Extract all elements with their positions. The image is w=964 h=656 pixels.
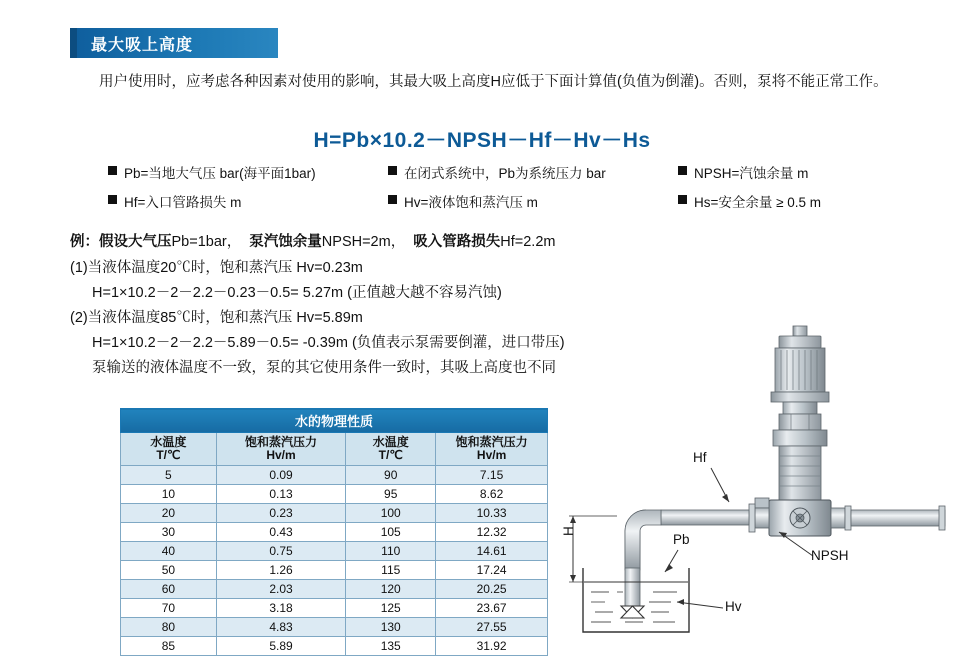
example-case1-calc: H=1×10.2－2－2.2－0.23－0.5= 5.27m (正值越大越不容易汽蚀) <box>92 285 502 301</box>
cell-temp-left: 80 <box>121 618 217 637</box>
legend-item-label: Hv=液体饱和蒸汽压 m <box>404 195 538 210</box>
cell-temp-right: 125 <box>346 599 436 618</box>
cell-temp-left: 30 <box>121 523 217 542</box>
table-header-cell <box>346 433 436 466</box>
cell-hv-left: 3.18 <box>216 599 345 618</box>
legend-item-npsh <box>678 162 898 182</box>
cell-temp-left: 10 <box>121 485 217 504</box>
cell-hv-left: 0.09 <box>216 466 345 485</box>
cell-hv-left: 2.03 <box>216 580 345 599</box>
cell-hv-right: 12.32 <box>436 523 548 542</box>
header-line-1: 饱和蒸汽压力 <box>245 435 318 449</box>
example-case1-title: (1)当液体温度20℃时，饱和蒸汽压 Hv=0.23m <box>70 260 363 276</box>
cell-hv-right: 17.24 <box>436 561 548 580</box>
table-row <box>121 542 548 561</box>
cell-temp-right: 110 <box>346 542 436 561</box>
table-header-cell <box>216 433 345 466</box>
table-row <box>121 618 548 637</box>
cell-hv-right: 27.55 <box>436 618 548 637</box>
header-line-2: T/℃ <box>156 448 181 462</box>
cell-hv-left: 0.13 <box>216 485 345 504</box>
example-case2-title: (2)当液体温度85℃时，饱和蒸汽压 Hv=5.89m <box>70 310 363 326</box>
cell-temp-left: 50 <box>121 561 217 580</box>
header-line-1: 水温度 <box>372 435 409 449</box>
water-properties-table <box>120 408 548 656</box>
label-hv: Hv <box>725 599 742 614</box>
table-row <box>121 561 548 580</box>
page-title: 最大吸上高度 <box>91 36 194 54</box>
label-hf: Hf <box>693 450 707 465</box>
table-row <box>121 580 548 599</box>
dimension-h <box>569 516 617 582</box>
cell-hv-left: 0.43 <box>216 523 345 542</box>
table-header-cell <box>121 433 217 466</box>
cell-hv-left: 0.23 <box>216 504 345 523</box>
table-caption-row <box>121 409 548 433</box>
cell-temp-left: 60 <box>121 580 217 599</box>
legend-item-hf <box>108 191 388 211</box>
cell-temp-right: 100 <box>346 504 436 523</box>
header-line-1: 水温度 <box>150 435 187 449</box>
legend-item-closed-system <box>388 162 678 182</box>
legend-block <box>108 162 898 220</box>
table-row <box>121 504 548 523</box>
legend-row <box>108 191 898 211</box>
suction-lift-diagram <box>561 320 964 638</box>
formula-heading: H=Pb×10.2－NPSH－Hf－Hv－Hs <box>313 129 651 152</box>
suction-flange <box>749 504 769 532</box>
legend-item-pb <box>108 162 388 182</box>
table-row <box>121 637 548 656</box>
intro-paragraph: 用户使用时，应考虑各种因素对使用的影响，其最大吸上高度H应低于下面计算值(负值为倒灌)。否则，泵将不能正常工作。 <box>99 74 888 90</box>
table-row <box>121 599 548 618</box>
cell-temp-left: 85 <box>121 637 217 656</box>
bullet-square-icon <box>108 166 117 175</box>
legend-item-hv <box>388 191 678 211</box>
cell-temp-left: 70 <box>121 599 217 618</box>
cell-hv-right: 8.62 <box>436 485 548 504</box>
legend-item-label: NPSH=汽蚀余量 m <box>694 166 809 181</box>
legend-item-label: Hs=安全余量 ≥ 0.5 m <box>694 195 822 210</box>
example-head-norm-2: NPSH=2m， <box>321 234 406 250</box>
bullet-square-icon <box>678 195 687 204</box>
cell-hv-left: 1.26 <box>216 561 345 580</box>
cell-hv-right: 23.67 <box>436 599 548 618</box>
example-head-norm-3: Hf=2.2m <box>500 234 556 250</box>
cell-temp-right: 95 <box>346 485 436 504</box>
diagram-svg <box>565 320 964 638</box>
cell-temp-right: 120 <box>346 580 436 599</box>
example-head-bold-2: 泵汽蚀余量 <box>249 234 322 250</box>
cell-temp-left: 40 <box>121 542 217 561</box>
cell-hv-right: 10.33 <box>436 504 548 523</box>
bullet-square-icon <box>388 195 397 204</box>
table-row <box>121 523 548 542</box>
bullet-square-icon <box>108 195 117 204</box>
cell-hv-right: 7.15 <box>436 466 548 485</box>
table-header-cell <box>436 433 548 466</box>
label-pb: Pb <box>673 532 690 547</box>
header-line-2: Hv/m <box>476 448 507 462</box>
cell-temp-right: 130 <box>346 618 436 637</box>
cell-temp-right: 90 <box>346 466 436 485</box>
example-case2-calc: H=1×10.2－2－2.2－5.89－0.5= -0.39m (负值表示泵需要倒灌，进口带压) <box>92 335 565 351</box>
example-heading <box>70 230 555 251</box>
example-note: 泵输送的液体温度不一致，泵的其它使用条件一致时，其吸上高度也不同 <box>92 360 556 376</box>
cell-hv-left: 5.89 <box>216 637 345 656</box>
table-row <box>121 466 548 485</box>
table-row <box>121 485 548 504</box>
discharge-pipe <box>831 506 945 530</box>
cell-hv-right: 14.61 <box>436 542 548 561</box>
header-line-2: T/℃ <box>378 448 403 462</box>
label-h: H <box>561 526 576 536</box>
cell-hv-left: 4.83 <box>216 618 345 637</box>
foot-valve-icon <box>621 606 644 618</box>
cell-hv-left: 0.75 <box>216 542 345 561</box>
legend-item-hs <box>678 191 898 211</box>
label-npsh: NPSH <box>811 548 849 563</box>
cell-temp-right: 115 <box>346 561 436 580</box>
cell-hv-right: 20.25 <box>436 580 548 599</box>
bullet-square-icon <box>678 166 687 175</box>
cell-temp-left: 5 <box>121 466 217 485</box>
header-line-1: 饱和蒸汽压力 <box>455 435 528 449</box>
table-header-row <box>121 433 548 466</box>
table-caption: 水的物理性质 <box>121 409 548 433</box>
cell-temp-left: 20 <box>121 504 217 523</box>
example-head-bold-1: 例：假设大气压 <box>70 234 172 250</box>
cell-temp-right: 135 <box>346 637 436 656</box>
legend-item-label: Hf=入口管路损失 m <box>124 195 242 210</box>
pump-motor <box>771 326 829 430</box>
example-head-norm-1: Pb=1bar， <box>171 234 242 250</box>
legend-item-label: Pb=当地大气压 bar(海平面1bar) <box>124 166 316 181</box>
bullet-square-icon <box>388 166 397 175</box>
legend-row <box>108 162 898 182</box>
cell-temp-right: 105 <box>346 523 436 542</box>
cell-hv-right: 31.92 <box>436 637 548 656</box>
legend-item-label: 在闭式系统中，Pb为系统压力 bar <box>404 166 606 181</box>
header-line-2: Hv/m <box>266 448 296 462</box>
section-title-bar <box>70 28 278 58</box>
example-head-bold-3: 吸入管路损失 <box>413 234 501 250</box>
